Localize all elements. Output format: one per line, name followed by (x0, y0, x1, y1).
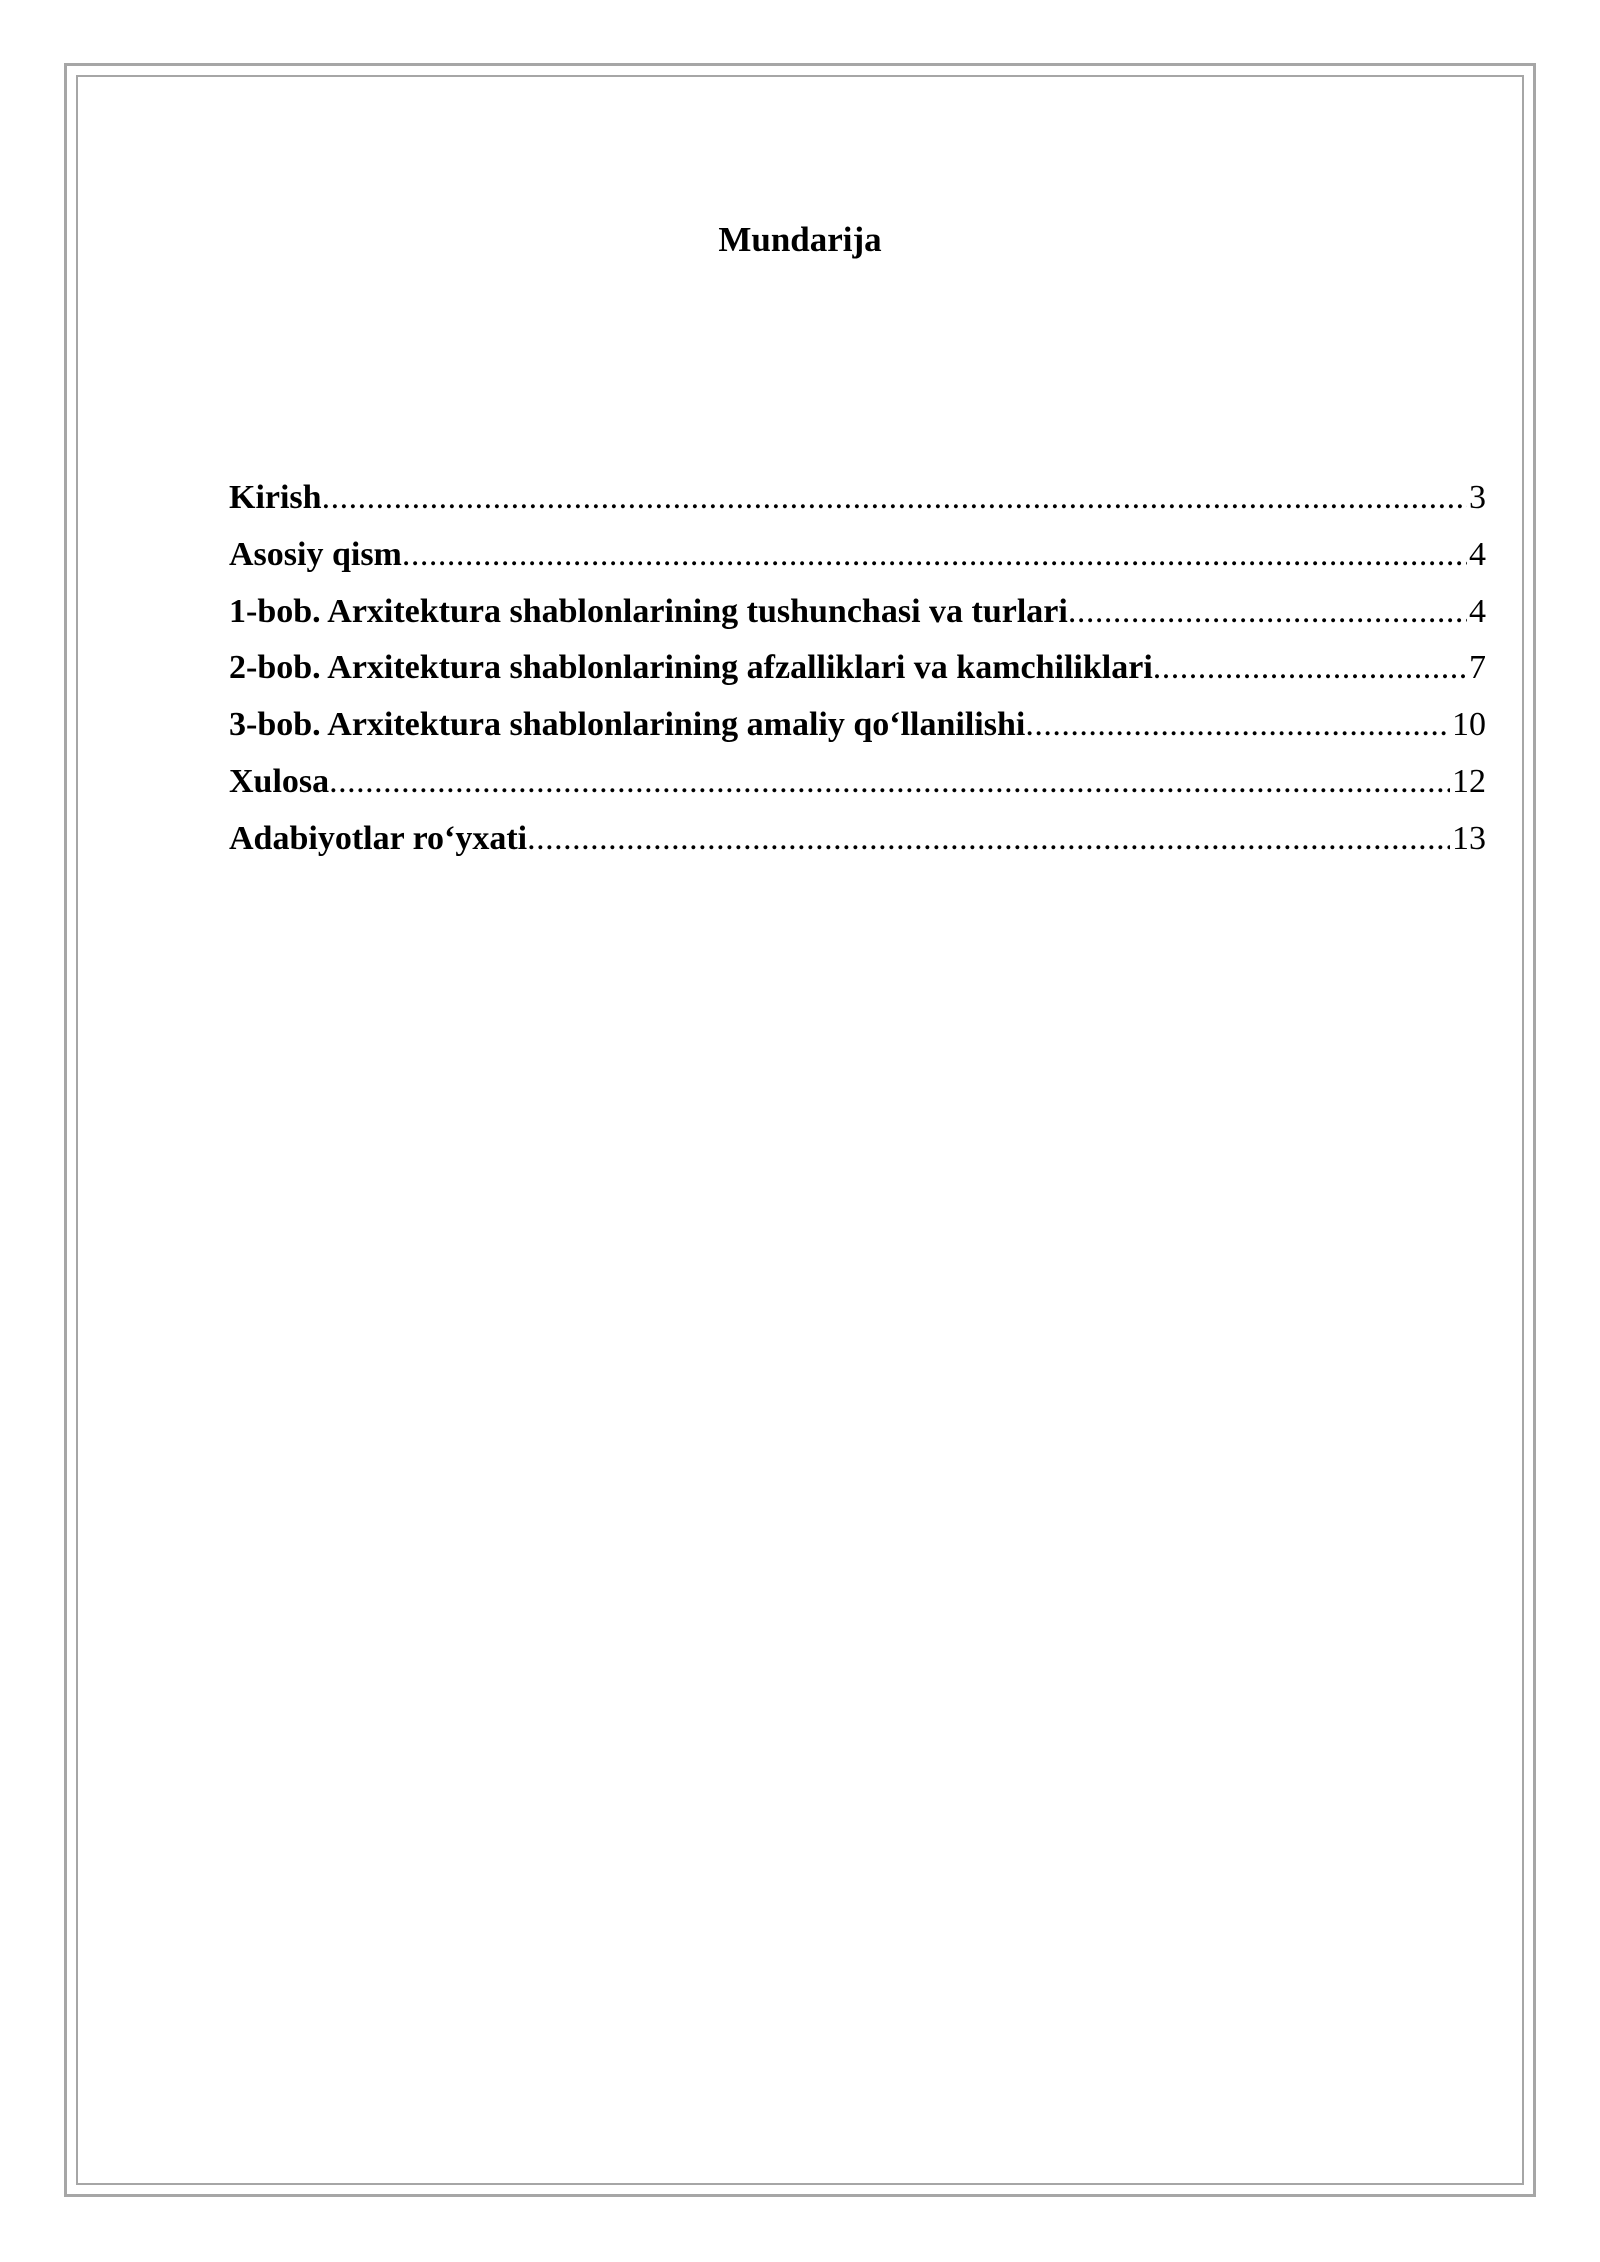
toc-page-number: 7 (1469, 649, 1486, 687)
toc-dot-leader (1153, 640, 1467, 697)
toc-entry-kirish[interactable] (229, 470, 1486, 527)
toc-entry-asosiy-qism[interactable] (229, 527, 1486, 584)
toc-dot-leader (1068, 584, 1467, 641)
page-border-inner (76, 75, 1524, 2185)
toc-page-number: 12 (1452, 762, 1486, 800)
toc-page-number: 4 (1469, 535, 1486, 573)
toc-dot-leader (527, 811, 1450, 868)
toc-page-number: 4 (1469, 592, 1486, 630)
toc-entry-label: 3-bob. Arxitektura shablonlarining amaliy qo‘llanilishi (229, 706, 1026, 744)
toc-entry-label: Asosiy qism (229, 535, 402, 573)
toc-entry-chapter-2[interactable] (229, 640, 1486, 697)
toc-entry-label: Xulosa (229, 762, 330, 800)
toc-dot-leader (322, 470, 1467, 527)
toc-page-number: 10 (1452, 706, 1486, 744)
toc-entry-xulosa[interactable] (229, 754, 1486, 811)
toc-dot-leader (1025, 697, 1450, 754)
toc-entry-label: 2-bob. Arxitektura shablonlarining afzalliklari va kamchiliklari (229, 649, 1153, 687)
toc-entry-chapter-3[interactable] (229, 697, 1486, 754)
page-title: Mundarija (718, 220, 882, 259)
toc-page-number: 3 (1469, 479, 1486, 516)
toc-dot-leader (329, 754, 1450, 811)
toc-dot-leader (402, 527, 1467, 584)
toc-entry-label: 1-bob. Arxitektura shablonlarining tushunchasi va turlari (229, 592, 1068, 630)
toc-entry-label: Kirish (229, 479, 322, 516)
toc-entry-label: Adabiyotlar ro‘yxati (229, 819, 528, 857)
toc-page-number: 13 (1452, 819, 1486, 857)
table-of-contents (229, 470, 1486, 868)
toc-entry-adabiyotlar[interactable] (229, 811, 1486, 868)
toc-entry-chapter-1[interactable] (229, 584, 1486, 641)
